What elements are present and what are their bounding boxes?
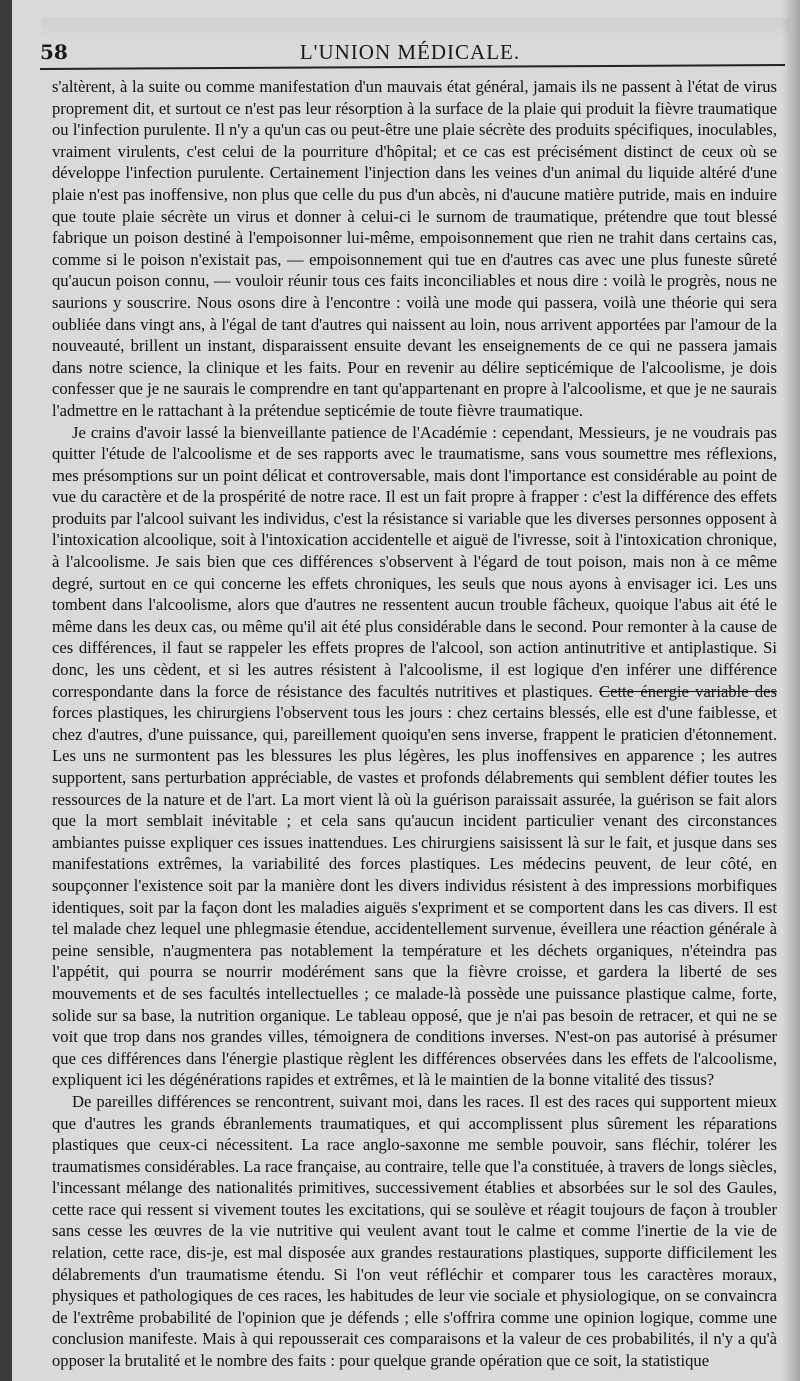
paragraph-1: s'altèrent, à la suite ou comme manifestation d'un mauvais état général, jamais ils ne passent à l'état de virus proprement dit, et surtout ce n'est pas leur résorption à la surface de la plaie qui produit la fièvre traumatique ou l'infection purulente. Il n'y a qu'un cas ou peut-être une plaie sécrète des produits spécifiques, inoculables, vraiment virulents, c'est celui de la pourriture d'hôpital; et ce cas est précisément distinct de ceux où se développe l'infection purulente. Certainement l'injection dans les veines d'un animal du liquide altéré d'une plaie n'est pas inoffensive, non plus que celle du pus d'un abcès, ni d'aucune matière putride, mais en induire que toute plaie sécrète un virus et donner à celui-ci le surnom de traumatique, prétendre que tout blessé fabrique un poison destiné à l'empoisonner lui-même, empoisonnement que rien ne trahit dans certains cas, comme si le poison n'existait pas, — empoisonnement qui tue en d'autres cas avec une plus funeste sûreté qu'aucun poison connu, — vouloir réunir tous ces faits inconciliables et nous dire : voilà le progrès, nous ne saurions y souscrire. Nous osons dire à l'encontre : voilà une mode qui passera, voilà une théorie qui sera oubliée dans vingt ans, à l'égal de tant d'autres qui naissent au loin, nous arrivent apportées par l'amour de la nouveauté, brillent un instant, disparaissent ensuite devant les enseignements de ce qui ne passera jamais dans notre science, la clinique et les faits. Pour en revenir au délire septicémique de l'alcoolisme, je dois confesser que je ne saurais le comprendre en tant qu'appartenant en propre à l'alcoolisme, et que je ne saurais l'admettre en le rattachant à la prétendue septicémie de toute fièvre traumatique.: [52, 77, 777, 420]
page-edge-shadow: [782, 0, 800, 1381]
paragraph-3: De pareilles différences se rencontrent, suivant moi, dans les races. Il est des races qui supportent mieux que d'autres les grands ébranlements traumatiques, et qui accomplissent plus sûrement les réparations plastiques que ceux-ci nécessitent. La race anglo-saxonne me semble pouvoir, sans fléchir, tolérer les traumatismes considérables. La race française, au contraire, telle que l'a constituée, à travers de longs siècles, l'incessant mélange des nationalités primitives, successivement établies et absorbées sur le sol des Gaules, cette race qui ressent si vivement toutes les excitations, qui se soulève et réagit toujours de façon à troubler sans cesse les œuvres de la vie nutritive qui veulent avant tout le calme et comme l'inertie de la vie de relation, cette race, dis-je, est mal disposée aux grandes restaurations plastiques, supporte difficilement les délabrements d'un traumatisme étendu. Si l'on veut réfléchir et comparer tous les caractères moraux, physiques et pathologiques de ces races, les habitudes de leur vie sociale et physiologique, on se convaincra de l'extrême probabilité de l'opinion que je défends ; elle s'offrira comme une opinion logique, comme une conclusion manifeste. Mais à qui repousserait ces comparaisons et la valeur de ces probabilités, il n'y a qu'à opposer la brutalité et le nombre des faits : pour quelque grande opération que ce soit, la statistique: [52, 1091, 777, 1371]
paragraph-2-text: Je crains d'avoir lassé la bienveillante patience de l'Académie : cependant, Messieurs, je ne voudrais pas quitter l'étude de l'alcoolisme et de ses rapports avec le traumatisme, sans vous soumettre mes réflexions, mes présomptions sur un point délicat et controversable, mais dont l'importance est considérable au point de vue du caractère et de la prospérité de notre race. Il est un fait propre à frapper : c'est la différence des effets produits par l'alcool suivant les individus, c'est la résistance si variable que les diverses personnes opposent à l'intoxication alcoolique, soit à l'intoxication accidentelle et aiguë de l'ivresse, soit à l'intoxication chronique, à l'alcoolisme. Je sais bien que ces différences s'observent à l'égard de tout poison, mais non à ce même degré, surtout en ce qui concerne les effets chroniques, les seuls que nous ayons à envisager ici. Les uns tombent dans l'alcoolisme, alors que d'autres ne ressentent aucun trouble fâcheux, quoique l'abus ait été le même dans les deux cas, ou même qu'il ait été plus considérable dans le second. Pour remonter à la cause de ces différences, il faut se rappeler les effets propres de l'alcool, son action antinutritive et antiplastique. Si donc, les uns cèdent, et si les autres résistent à l'alcoolisme, il est logique d'en inférer une différence correspondante dans la force de résistance des facultés nutritives et plastiques.: [52, 422, 777, 701]
struck-text: Cette énergie variable des: [599, 681, 777, 701]
scanned-page: [12, 0, 800, 1381]
running-head: L'UNION MÉDICALE.: [299, 40, 521, 64]
article-body: [52, 76, 777, 1372]
page-number: 58: [40, 40, 68, 64]
paragraph-2: [52, 422, 777, 1091]
paragraph-2-continuation: forces plastiques, les chirurgiens l'observent tous les jours : chez certains blessés, elle est d'une faiblesse, et chez d'autres, d'une puissance, qui, pareillement quoiqu'en sens inverse, frappent le praticien d'étonnement. Les uns ne surmontent pas les blessures les plus légères, les plus inoffensives en apparence ; les autres supportent, sans perturbation appréciable, de vastes et profonds délabrements qui semblent défier toutes les ressources de la nature et de l'art. La mort vient là où la guérison paraissait assurée, la guérison se fait alors que la mort semblait inévitable ; et cela sans qu'aucun incident particulier venant des circonstances ambiantes puisse expliquer ces issues inattendues. Les chirurgiens saisissent là sur le fait, et jusque dans ses manifestations extrêmes, la variabilité des forces plastiques. Les médecins peuvent, de leur côté, en soupçonner l'existence soit par la manière dont les divers individus résistent à des impressions morbifiques identiques, soit par la façon dont les maladies aiguës s'expriment et se comportent dans les cas divers. Il est tel malade chez lequel une phlegmasie étendue, accidentellement survenue, éveillera une réaction générale à peine sensible, n'augmentera pas notablement la température et les déchets organiques, n'éteindra pas l'appétit, qui pourra se nourrir modérément sans que la fièvre croisse, et gardera la liberté de ses mouvements et de ses facultés intellectuelles ; ce malade-là possède une puissance plastique calme, forte, solide sur sa base, la nutrition organique. Le tableau opposé, que je n'ai pas besoin de retracer, et qui ne se voit que trop dans nos grandes villes, témoignera de conditions inverses. N'est-on pas autorisé à présumer que ces différences dans l'énergie plastique règlent les différences observées dans les effets de l'alcoolisme, expliquent ici les dégénérations rapides et extrêmes, et là le maintien de la bonne vitalité des tissus?: [52, 703, 777, 1090]
